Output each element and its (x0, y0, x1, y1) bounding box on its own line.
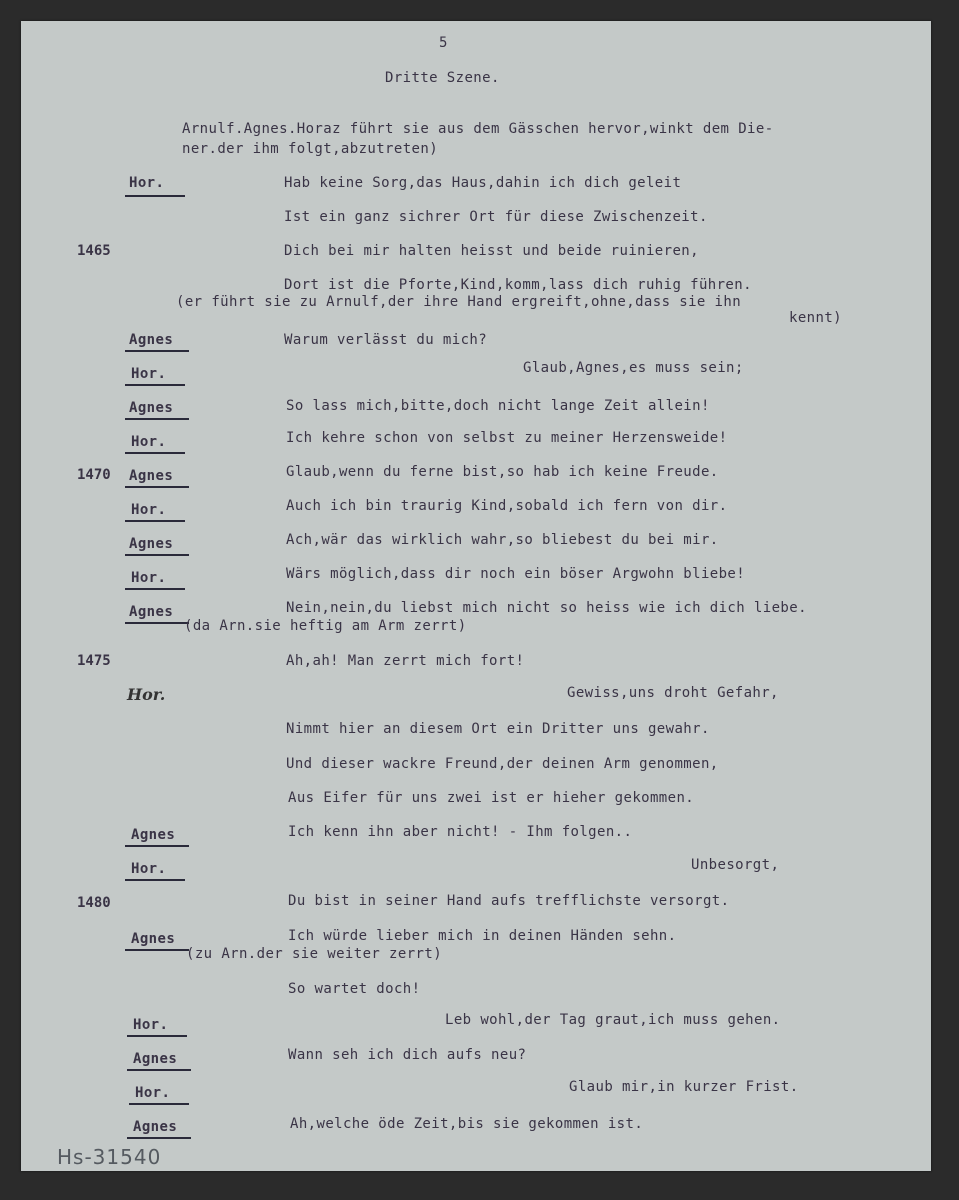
dialogue-line: Dort ist die Pforte,Kind,komm,lass dich ruhig führen. (284, 277, 752, 293)
dialogue-line: So wartet doch! (288, 981, 421, 997)
speaker-label: Agnes (131, 827, 176, 843)
stage-direction-intro-line-2: ner.der ihm folgt,abzutreten) (182, 141, 439, 157)
dialogue-line: Nimmt hier an diesem Ort ein Dritter uns gewahr. (286, 721, 710, 737)
speaker-underline (125, 949, 189, 951)
dialogue-line: Wärs möglich,dass dir noch ein böser Argwohn bliebe! (286, 566, 746, 582)
stage-direction: (da Arn.sie heftig am Arm zerrt) (184, 618, 467, 634)
typescript-page (21, 21, 931, 1171)
speaker-label: Agnes (129, 468, 174, 484)
dialogue-line: Ah,ah! Man zerrt mich fort! (286, 653, 525, 669)
speaker-label: Hor. (131, 366, 167, 382)
speaker-label: Hor. (129, 175, 165, 191)
speaker-label: Agnes (133, 1051, 178, 1067)
dialogue-line: Ich würde lieber mich in deinen Händen sehn. (288, 928, 677, 944)
speaker-underline (125, 622, 189, 624)
dialogue-line: Ich kehre schon von selbst zu meiner Herzensweide! (286, 430, 728, 446)
stage-direction: (zu Arn.der sie weiter zerrt) (186, 946, 443, 962)
archive-signature: Hs-31540 (57, 1145, 162, 1169)
speaker-underline (125, 554, 189, 556)
dialogue-line: Glaub,Agnes,es muss sein; (523, 360, 744, 376)
speaker-label: Agnes (129, 332, 174, 348)
speaker-label: Hor. (131, 502, 167, 518)
speaker-underline (127, 1137, 191, 1139)
speaker-label: Hor. (131, 434, 167, 450)
line-number-1465: 1465 (77, 243, 111, 259)
speaker-label: Agnes (129, 604, 174, 620)
speaker-label: Hor. (131, 861, 167, 877)
stage-direction: kennt) (789, 310, 842, 326)
speaker-underline (125, 520, 185, 522)
dialogue-line: Ah,welche öde Zeit,bis sie gekommen ist. (290, 1116, 644, 1132)
dialogue-line: Unbesorgt, (691, 857, 780, 873)
page-number: 5 (439, 35, 448, 51)
speaker-underline (125, 486, 189, 488)
dialogue-line: Wann seh ich dich aufs neu? (288, 1047, 527, 1063)
speaker-underline (127, 1069, 191, 1071)
speaker-underline (125, 845, 189, 847)
stage-direction: (er führt sie zu Arnulf,der ihre Hand ergreift,ohne,dass sie ihn (176, 294, 742, 310)
speaker-underline (125, 879, 185, 881)
dialogue-line: Glaub,wenn du ferne bist,so hab ich keine Freude. (286, 464, 719, 480)
scene-title: Dritte Szene. (385, 70, 500, 86)
speaker-underline (125, 195, 185, 197)
dialogue-line: Dich bei mir halten heisst und beide ruinieren, (284, 243, 699, 259)
dialogue-line: Glaub mir,in kurzer Frist. (569, 1079, 799, 1095)
speaker-label: Agnes (129, 400, 174, 416)
dialogue-line: Nein,nein,du liebst mich nicht so heiss wie ich dich liebe. (286, 600, 807, 616)
dialogue-line: So lass mich,bitte,doch nicht lange Zeit allein! (286, 398, 710, 414)
dialogue-line: Ist ein ganz sichrer Ort für diese Zwischenzeit. (284, 209, 708, 225)
dialogue-line: Gewiss,uns droht Gefahr, (567, 685, 779, 701)
stage-direction-intro-line-1: Arnulf.Agnes.Horaz führt sie aus dem Gässchen hervor,winkt dem Die- (182, 121, 774, 137)
speaker-label: Hor. (131, 570, 167, 586)
line-number-1475: 1475 (77, 653, 111, 669)
dialogue-line: Leb wohl,der Tag graut,ich muss gehen. (445, 1012, 781, 1028)
line-number-1480: 1480 (77, 895, 111, 911)
speaker-label: Agnes (133, 1119, 178, 1135)
speaker-underline (127, 1035, 187, 1037)
speaker-label: Agnes (129, 536, 174, 552)
dialogue-line: Du bist in seiner Hand aufs trefflichste versorgt. (288, 893, 730, 909)
speaker-label: Agnes (131, 931, 176, 947)
dialogue-line: Aus Eifer für uns zwei ist er hieher gekommen. (288, 790, 695, 806)
dialogue-line: Hab keine Sorg,das Haus,dahin ich dich geleit (284, 175, 682, 191)
speaker-label-handwritten: Hor. (127, 685, 166, 704)
speaker-underline (125, 350, 189, 352)
speaker-underline (125, 588, 185, 590)
dialogue-line: Auch ich bin traurig Kind,sobald ich fern von dir. (286, 498, 728, 514)
dialogue-line: Und dieser wackre Freund,der deinen Arm genommen, (286, 756, 719, 772)
speaker-underline (125, 452, 185, 454)
speaker-label: Hor. (133, 1017, 169, 1033)
speaker-underline (125, 384, 185, 386)
line-number-1470: 1470 (77, 467, 111, 483)
dialogue-line: Warum verlässt du mich? (284, 332, 488, 348)
speaker-label: Hor. (135, 1085, 171, 1101)
speaker-underline (129, 1103, 189, 1105)
speaker-underline (125, 418, 189, 420)
dialogue-line: Ich kenn ihn aber nicht! - Ihm folgen.. (288, 824, 633, 840)
dialogue-line: Ach,wär das wirklich wahr,so bliebest du bei mir. (286, 532, 719, 548)
